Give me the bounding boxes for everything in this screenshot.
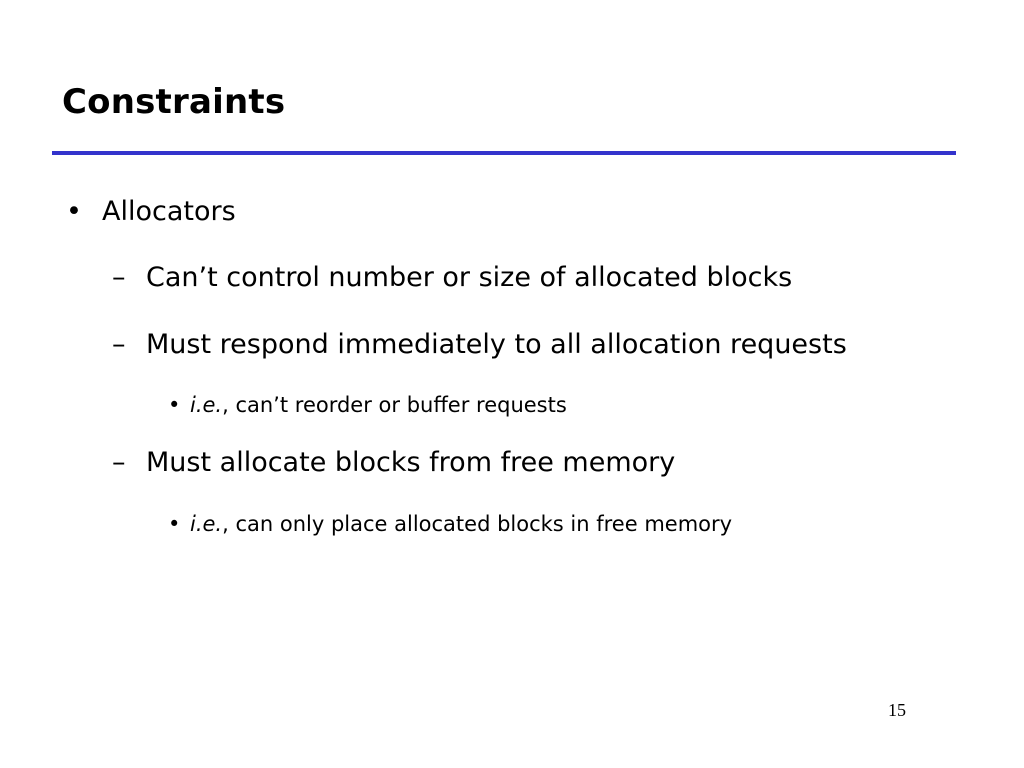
sub-bullet-must-respond xyxy=(112,329,847,360)
sub-bullet-text: Can’t control number or size of allocated blocks xyxy=(146,262,793,293)
dash-marker: – xyxy=(112,329,126,360)
sub-bullet-text: Must allocate blocks from free memory xyxy=(146,447,676,478)
sub-sub-bullet-text: , can’t reorder or buffer requests xyxy=(222,393,567,417)
dash-marker: – xyxy=(112,447,126,478)
sub-sub-bullet-free-memory xyxy=(168,512,732,536)
page-number: 15 xyxy=(888,700,906,720)
sub-sub-bullet-no-reorder xyxy=(168,393,567,417)
bullet-marker: • xyxy=(66,196,82,227)
sub-bullet-text: Must respond immediately to all allocation requests xyxy=(146,329,847,360)
bullet-text: Allocators xyxy=(102,196,236,227)
bullet-marker: • xyxy=(168,393,181,417)
bullet-marker: • xyxy=(168,512,181,536)
dash-marker: – xyxy=(112,262,126,293)
slide-title: Constraints xyxy=(62,82,286,122)
ie-prefix: i.e. xyxy=(190,512,223,536)
sub-sub-bullet-text: , can only place allocated blocks in free memory xyxy=(222,512,733,536)
sub-bullet-cant-control xyxy=(112,262,792,293)
bullet-allocators xyxy=(66,196,236,227)
title-divider xyxy=(52,151,956,155)
sub-bullet-must-allocate xyxy=(112,447,675,478)
ie-prefix: i.e. xyxy=(190,393,223,417)
